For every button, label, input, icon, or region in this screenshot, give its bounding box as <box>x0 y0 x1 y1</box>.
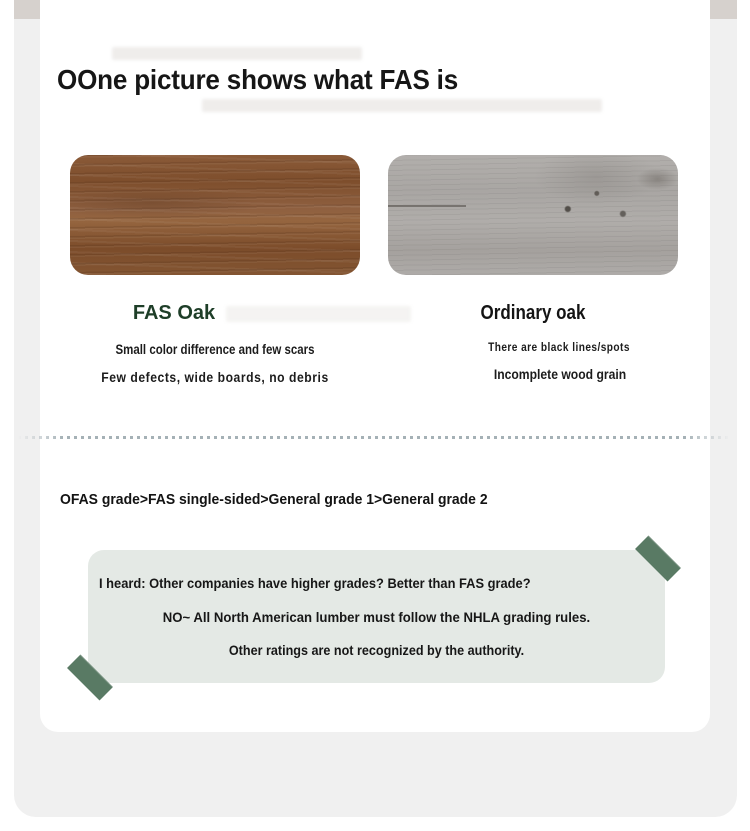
ordinary-oak-heading: Ordinary oak <box>480 302 586 324</box>
ordinary-oak-board-image <box>388 155 678 275</box>
callout-question: I heard: Other companies have higher grades? Better than FAS grade? <box>99 575 531 591</box>
ghost-artifact <box>112 47 362 60</box>
fas-oak-board-image <box>70 155 360 275</box>
dotted-divider <box>18 436 730 439</box>
fas-oak-column <box>70 155 360 385</box>
ordinary-oak-description-1: There are black lines/spots <box>488 342 630 354</box>
fas-oak-heading: FAS Oak <box>132 302 216 324</box>
tape-top-right-decoration <box>635 536 681 582</box>
content-card <box>40 0 710 732</box>
callout-answer-green: NO~ All North American lumber must follow the NHLA grading rules. <box>162 609 591 625</box>
callout-answer-note: Other ratings are not recognized by the authority. <box>228 642 525 658</box>
fas-oak-description-2: Few defects, wide boards, no debris <box>101 370 329 385</box>
qa-callout-card <box>88 550 665 683</box>
grade-ranking-line: OFAS grade>FAS single-sided>General grade 1>General grade 2 <box>60 491 488 508</box>
ordinary-oak-description-2: Incomplete wood grain <box>493 367 627 382</box>
ordinary-oak-column <box>388 155 678 382</box>
tape-bottom-left-decoration <box>67 655 113 701</box>
fas-oak-description-1: Small color difference and few scars <box>115 342 315 357</box>
section-title: OOne picture shows what FAS is <box>57 64 459 95</box>
ghost-artifact <box>202 99 602 112</box>
